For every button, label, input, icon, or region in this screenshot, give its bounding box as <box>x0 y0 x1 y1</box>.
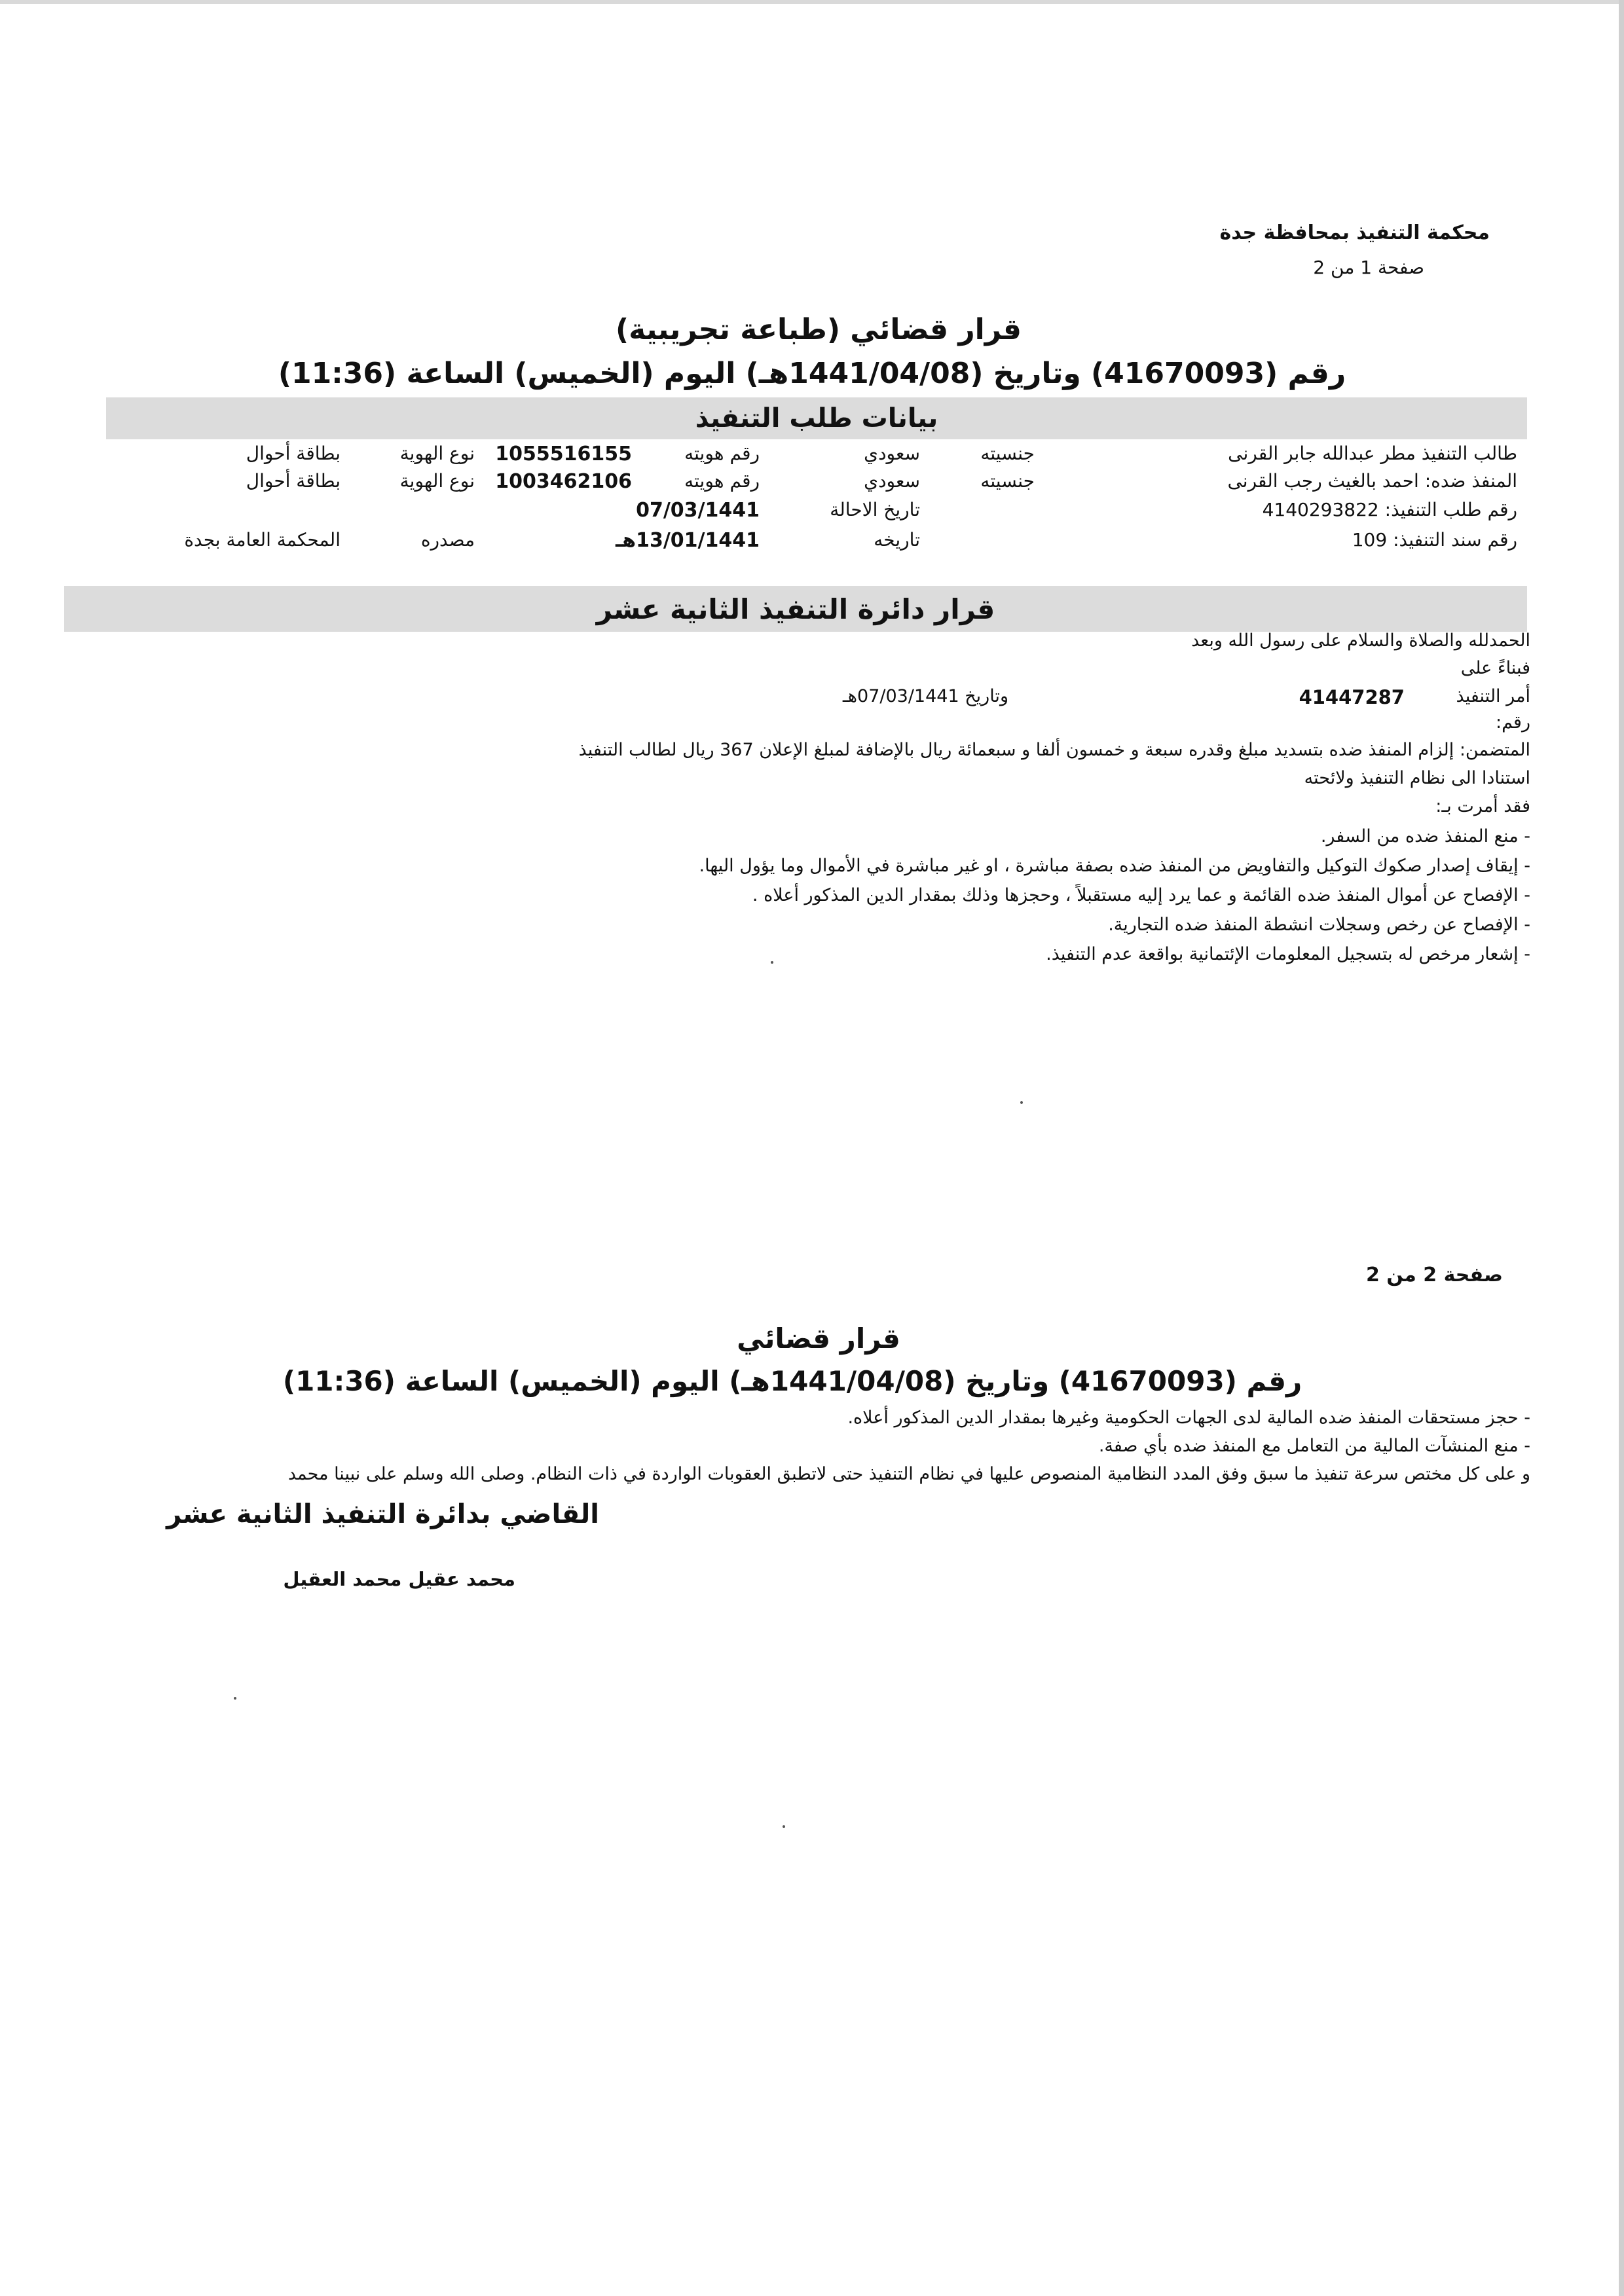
instrument-source-value: المحكمة العامة بجدة <box>184 529 341 551</box>
order-item: - منع المنفذ ضده من السفر. <box>1321 826 1530 847</box>
scan-speck <box>1020 1101 1023 1104</box>
judge-title: القاضي بدائرة التنفيذ الثانية عشر <box>166 1499 599 1529</box>
based-on-line: فبناءً على <box>1460 658 1530 678</box>
order-item: - إيقاف إصدار صكوك التوكيل والتفاويض من المنفذ ضده بصفة مباشرة ، او غير مباشرة في الأموال وما يؤول اليها. <box>699 856 1530 876</box>
order-number: 41447287 <box>1299 686 1405 708</box>
request-number: رقم طلب التنفيذ: 4140293822 <box>1262 499 1517 520</box>
order-item: - الإفصاح عن أموال المنفذ ضده القائمة و عما يرد إليه مستقبلاً ، وحجزها وذلك بمقدار الدين المذكور أعلاه . <box>752 885 1530 905</box>
respondent-nationality-value: سعودي <box>864 470 920 492</box>
order-item: - حجز مستحقات المنفذ ضده المالية لدى الجهات الحكومية وغيرها بمقدار الدين المذكور أعلاه. <box>847 1408 1530 1428</box>
ordered-label: فقد أمرت بـ: <box>1435 796 1530 816</box>
requester-name: طالب التنفيذ مطر عبدالله جابر القرنى <box>1228 443 1517 464</box>
page-number-1: صفحة 1 من 2 <box>1313 257 1424 278</box>
referral-date-value: 07/03/1441 <box>636 499 760 522</box>
requester-idtype-label: نوع الهوية <box>399 443 475 464</box>
decision-title: قرار قضائي (طباعة تجريبية) <box>616 313 1022 346</box>
page2-title: قرار قضائي <box>737 1322 900 1355</box>
respondent-nationality-label: جنسيته <box>980 470 1035 492</box>
page2-reference: رقم (41670093) وتاريخ (1441/04/08هـ) اليوم (الخميس) الساعة (11:36) <box>282 1365 1302 1397</box>
opening-line: الحمدلله والصلاة والسلام على رسول الله وبعد <box>1191 630 1530 651</box>
requester-id-value: 1055516155 <box>495 443 632 465</box>
respondent-name: المنفذ ضده: احمد بالغيث رجب القرنى <box>1227 470 1517 492</box>
section-request-title: بيانات طلب التنفيذ <box>695 403 938 433</box>
page-number-2: صفحة 2 من 2 <box>1365 1264 1503 1286</box>
requester-idtype-value: بطاقة أحوال <box>246 443 341 464</box>
respondent-id-value: 1003462106 <box>495 470 632 493</box>
requester-id-label: رقم هويته <box>684 443 760 464</box>
order-date: وتاريخ 07/03/1441هـ <box>842 686 1008 706</box>
section-decision-band <box>64 586 1527 632</box>
closing-line: و على كل مختص سرعة تنفيذ ما سبق وفق المدد النظامية المنصوص عليها في نظام التنفيذ حتى لاتطبق العقوبات الواردة في ذات النظام. وصلى الله وسلم على نبينا محمد <box>287 1464 1530 1484</box>
instrument-source-label: مصدره <box>420 529 475 551</box>
requester-nationality-value: سعودي <box>864 443 920 464</box>
scan-edge-right <box>1619 0 1624 2296</box>
respondent-idtype-value: بطاقة أحوال <box>246 470 341 492</box>
referral-date-label: تاريخ الاحالة <box>830 499 920 520</box>
court-name: محكمة التنفيذ بمحافظة جدة <box>1219 221 1490 244</box>
judge-name: محمد عقيل محمد العقيل <box>283 1568 515 1590</box>
section-decision-title: قرار دائرة التنفيذ الثانية عشر <box>596 592 995 625</box>
order-item: - الإفصاح عن رخص وسجلات انشطة المنفذ ضده التجارية. <box>1108 915 1530 935</box>
number-label: رقم: <box>1495 712 1530 733</box>
pursuant-line: استنادا الى نظام التنفيذ ولائحته <box>1304 768 1530 788</box>
requester-nationality-label: جنسيته <box>980 443 1035 464</box>
section-request-band <box>106 397 1527 439</box>
respondent-id-label: رقم هويته <box>684 470 760 492</box>
instrument-date-value: 13/01/1441هـ <box>616 529 760 552</box>
instrument-number: رقم سند التنفيذ: 109 <box>1352 529 1517 551</box>
content-line: المتضمن: إلزام المنفذ ضده بتسديد مبلغ وقدره سبعة و خمسون ألفا و سبعمائة ريال بالإضافة لمبلغ الإعلان 367 ريال لطالب التنفيذ <box>578 740 1530 760</box>
scan-speck <box>234 1697 236 1700</box>
instrument-date-label: تاريخه <box>874 529 920 551</box>
order-item: - منع المنشآت المالية من التعامل مع المنفذ ضده بأي صفة. <box>1099 1436 1530 1456</box>
order-item: - إشعار مرخص له بتسجيل المعلومات الإئتمانية بواقعة عدم التنفيذ. <box>1046 944 1530 964</box>
respondent-idtype-label: نوع الهوية <box>399 470 475 492</box>
order-label: أمر التنفيذ <box>1456 686 1530 706</box>
decision-reference: رقم (41670093) وتاريخ (1441/04/08هـ) اليوم (الخميس) الساعة (11:36) <box>278 357 1346 390</box>
scan-speck <box>783 1825 785 1828</box>
scan-speck <box>771 961 773 964</box>
scan-edge-top <box>0 0 1624 4</box>
